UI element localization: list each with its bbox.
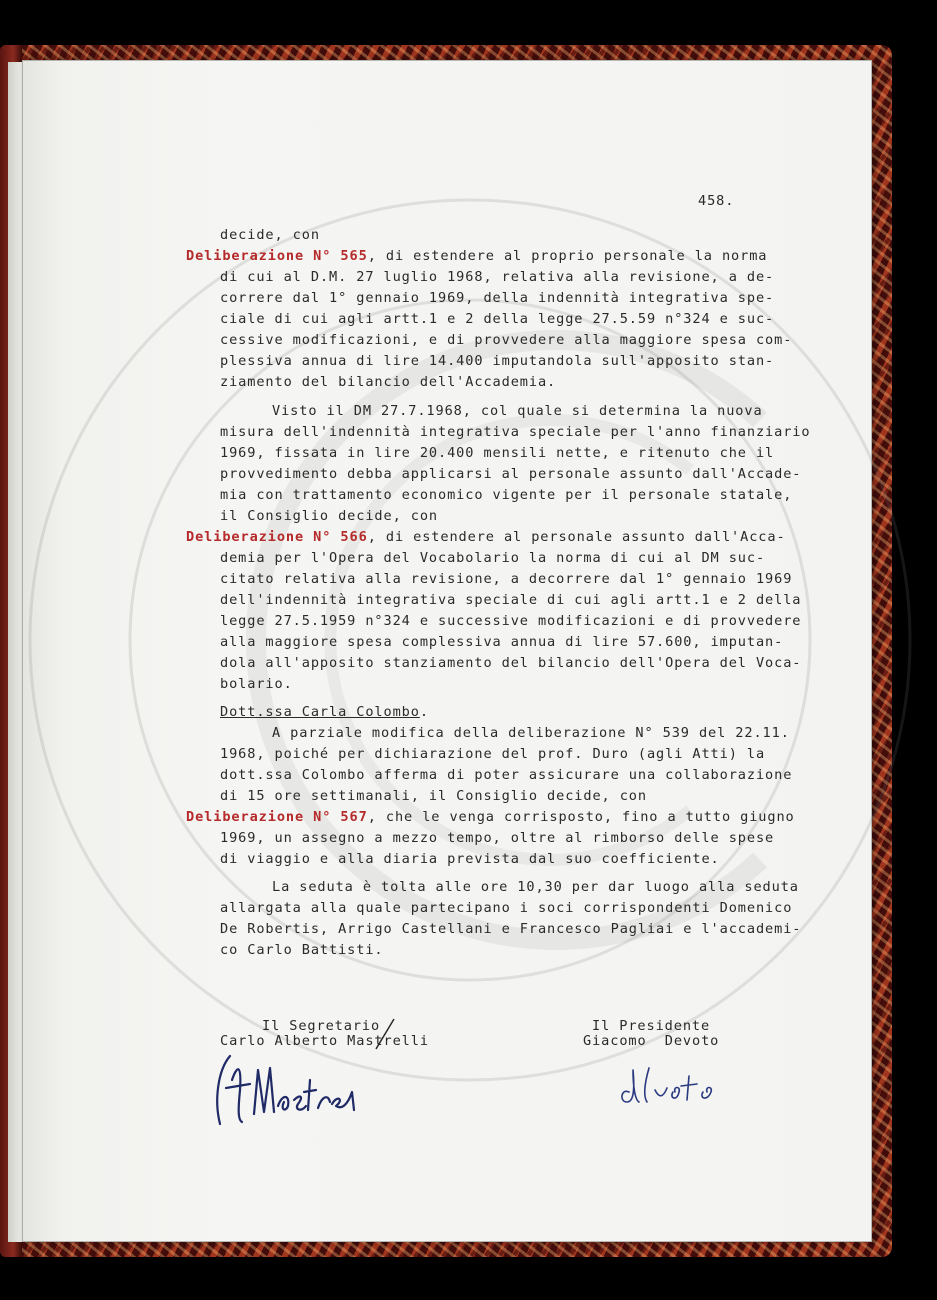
text-line: di cui al D.M. 27 luglio 1968, relativa alla revisione, a de- — [220, 269, 775, 285]
deliberation-565-label: Deliberazione N° 565 — [186, 248, 368, 264]
secretary-title: Il Segretario — [262, 1018, 381, 1034]
text-line: dell'indennità integrativa speciale di cui agli artt.1 e 2 della — [220, 592, 802, 608]
text-line: 1969, un assegno a mezzo tempo, oltre al rimborso delle spese — [220, 830, 775, 846]
text-line: il Consiglio decide, con — [220, 508, 439, 524]
text-line: legge 27.5.1959 n°324 e successive modificazioni e di provvedere — [220, 613, 802, 629]
text-line: misura dell'indennità integrativa speciale per l'anno finanziario — [220, 424, 811, 440]
text-line: ziamento del bilancio dell'Accademia. — [220, 374, 557, 390]
secretary-signature — [208, 1050, 368, 1130]
text-line: La seduta è tolta alle ore 10,30 per dar luogo alla seduta — [272, 879, 799, 895]
text-line: cessive modificazioni, e di provvedere alla maggiore spesa com- — [220, 332, 793, 348]
president-signature — [615, 1062, 725, 1110]
text-line: di 15 ore settimanali, il Consiglio decide, con — [220, 788, 647, 804]
text-line: 1969, fissata in lire 20.400 mensili nette, e ritenuto che il — [220, 445, 775, 461]
president-name: Giacomo Devoto — [583, 1033, 720, 1049]
text-line: dott.ssa Colombo afferma di poter assicurare una collaborazione — [220, 767, 793, 783]
text-line: decide, con — [220, 227, 320, 243]
colombo-heading: Dott.ssa Carla Colombo. — [220, 704, 429, 720]
page-number: 458. — [698, 193, 735, 209]
text-line: plessiva annua di lire 14.400 imputandola sull'apposito stan- — [220, 353, 775, 369]
slash-mark — [370, 1015, 400, 1055]
text-line: De Robertis, Arrigo Castellani e Francesco Pagliai e l'accademi- — [220, 921, 802, 937]
deliberation-567-label: Deliberazione N° 567 — [186, 809, 368, 825]
text-line: di viaggio e alla diaria prevista dal suo coefficiente. — [220, 851, 720, 867]
text-line: citato relativa alla revisione, a decorrere dal 1° gennaio 1969 — [220, 571, 793, 587]
deliberation-565-line: Deliberazione N° 565, di estendere al proprio personale la norma — [186, 248, 768, 264]
text-line: mia con trattamento economico vigente per il personale statale, — [220, 487, 793, 503]
deliberation-567-line: Deliberazione N° 567, che le venga corrisposto, fino a tutto giugno — [186, 809, 795, 825]
text-line: dola all'apposito stanziamento del bilancio dell'Opera del Voca- — [220, 655, 802, 671]
deliberation-566-line: Deliberazione N° 566, di estendere al personale assunto dall'Acca- — [186, 529, 786, 545]
text-line: co Carlo Battisti. — [220, 942, 384, 958]
text-line: provvedimento debba applicarsi al personale assunto dall'Accade- — [220, 466, 802, 482]
secretary-name: Carlo Alberto Mastrelli — [220, 1033, 429, 1049]
text-line: alla maggiore spesa complessiva annua di lire 57.600, imputan- — [220, 634, 784, 650]
text-line: Visto il DM 27.7.1968, col quale si determina la nuova — [272, 403, 763, 419]
text-line: 1968, poiché per dichiarazione del prof. Duro (agli Atti) la — [220, 746, 766, 762]
text-line: bolario. — [220, 676, 293, 692]
text-line: A parziale modifica della deliberazione N° 539 del 22.11. — [272, 725, 790, 741]
text-line: demia per l'Opera del Vocabolario la norma di cui al DM suc- — [220, 550, 766, 566]
text-line: ciale di cui agli artt.1 e 2 della legge 27.5.59 n°324 e suc- — [220, 311, 775, 327]
deliberation-566-label: Deliberazione N° 566 — [186, 529, 368, 545]
text-line: correre dal 1° gennaio 1969, della indennità integrativa spe- — [220, 290, 775, 306]
president-title: Il Presidente — [592, 1018, 711, 1034]
text-line: allargata alla quale partecipano i soci corrispondenti Domenico — [220, 900, 793, 916]
